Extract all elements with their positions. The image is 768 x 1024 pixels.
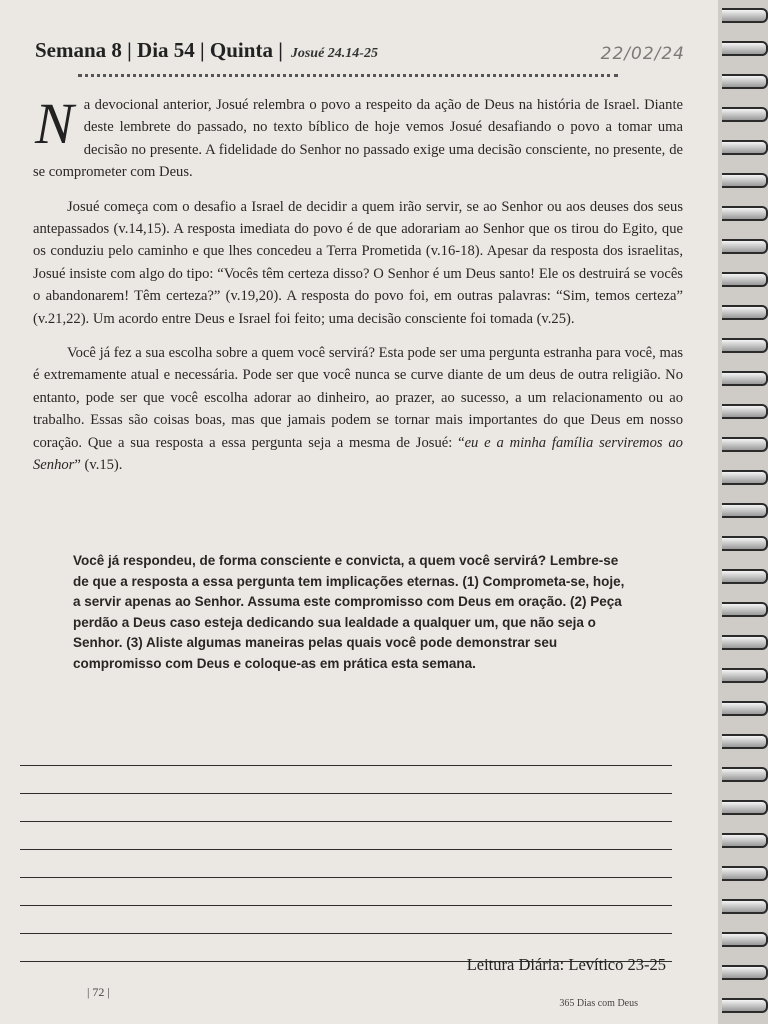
reflection-prompt: Você já respondeu, de forma consciente e convicta, a quem você servirá? Lembre-se de que a resposta a essa pergunta tem implicações eternas. (1) Comprometa-se, hoje, a servir apenas ao Senhor. Assuma este compromisso com Deus em oração. (2) Peça perdão a Deus caso esteja dedicando sua lealdade a qualquer um, que não seja o Senhor. (3) Aliste algumas maneiras pelas quais você pode demonstrar seu compromisso com Deus e coloque-as em prática esta semana. — [73, 553, 625, 671]
drop-cap: N — [35, 91, 74, 156]
spiral-ring — [722, 206, 768, 221]
spiral-ring — [722, 41, 768, 56]
handwritten-date: 22/02/24 — [600, 44, 685, 64]
spiral-ring — [722, 635, 768, 650]
spiral-ring — [722, 74, 768, 89]
writing-line[interactable] — [20, 822, 672, 850]
spiral-ring — [722, 767, 768, 782]
book-title: 365 Dias com Deus — [559, 998, 638, 1009]
spiral-ring — [722, 470, 768, 485]
devotional-text — [33, 91, 683, 489]
spiral-ring — [722, 668, 768, 683]
quote-text: eu e a minha família serviremos ao Senhor — [33, 434, 683, 474]
spiral-ring — [722, 734, 768, 749]
writing-area[interactable] — [20, 738, 672, 962]
writing-line[interactable] — [20, 794, 672, 822]
spiral-ring — [722, 371, 768, 386]
spiral-ring — [722, 8, 768, 23]
paragraph-2: Josué começa com o desafio a Israel de decidir a quem irão servir, se ao Senhor ou aos deuses dos seus antepassados (v.14,15). A resposta imediata do povo é de que adorariam ao Senhor que os tirou do Egito, que os conduziu pelo caminho e que lhes concedeu a Terra Prometida (v.16-18). Apesar da resposta dos israelitas, Josué insiste com algo do tipo: “Vocês têm certeza disso? O Senhor é um Deus santo! Ele os destruirá se vocês o abandonarem! Têm certeza?” (v.19,20). A resposta do povo foi, em outras palavras: “Sim, temos certeza” (v.21,22). Um acordo entre Deus e Israel foi feito; uma decisão consciente foi tomada (v.25). — [33, 198, 683, 327]
spiral-ring — [722, 107, 768, 122]
spiral-ring — [722, 305, 768, 320]
spiral-ring — [722, 866, 768, 881]
spiral-ring — [722, 173, 768, 188]
page-title: Semana 8 | Dia 54 | Quinta | — [35, 38, 283, 62]
scripture-reference: Josué 24.14-25 — [290, 46, 378, 61]
paragraph-3 — [33, 342, 683, 476]
spiral-ring — [722, 536, 768, 551]
paragraph-3-text: Você já fez a sua escolha sobre a quem você servirá? Esta pode ser uma pergunta estranha para você, mas é extremamente atual e necessária. Pode ser que você nunca se curve diante de um deus de outra religião. No entanto, pode ser que você escolha adorar ao dinheiro, ao prazer, ao sucesso, a um relacionamento ou ao trabalho. Essas são coisas boas, mas que jamais podem se tornar mais importantes do que Deus em nosso coração. Que a sua resposta a essa pergunta seja a mesma de Josué: “ — [33, 345, 683, 451]
spiral-ring — [722, 272, 768, 287]
spiral-ring — [722, 998, 768, 1013]
spiral-binding — [718, 0, 768, 1024]
spiral-ring — [722, 833, 768, 848]
spiral-ring — [722, 338, 768, 353]
paragraph-1 — [33, 91, 683, 184]
spiral-ring — [722, 602, 768, 617]
spiral-ring — [722, 437, 768, 452]
spiral-ring — [722, 503, 768, 518]
writing-line[interactable] — [20, 738, 672, 766]
spiral-ring — [722, 569, 768, 584]
spiral-ring — [722, 899, 768, 914]
dotted-divider — [78, 74, 618, 81]
writing-line[interactable] — [20, 766, 672, 794]
devotional-header — [35, 38, 685, 70]
writing-line[interactable] — [20, 906, 672, 934]
spiral-ring — [722, 404, 768, 419]
page-number: | 72 | — [87, 985, 110, 999]
paragraph-1-text: a devocional anterior, Josué relembra o povo a respeito da ação de Deus na história de Israel. Diante deste lembrete do passado, no texto bíblico de hoje vemos Josué desafiando o povo a tomar uma decisão no presente. A fidelidade do Senhor no passado exige uma decisão consciente, no presente, de se comprometer com Deus. — [33, 97, 683, 181]
spiral-ring — [722, 140, 768, 155]
writing-line[interactable] — [20, 850, 672, 878]
writing-line[interactable] — [20, 878, 672, 906]
spiral-ring — [722, 965, 768, 980]
spiral-ring — [722, 239, 768, 254]
daily-reading: Leitura Diária: Levítico 23-25 — [466, 955, 666, 974]
spiral-ring — [722, 800, 768, 815]
spiral-ring — [722, 932, 768, 947]
spiral-ring — [722, 701, 768, 716]
quote-reference: ” (v.15). — [74, 457, 123, 474]
